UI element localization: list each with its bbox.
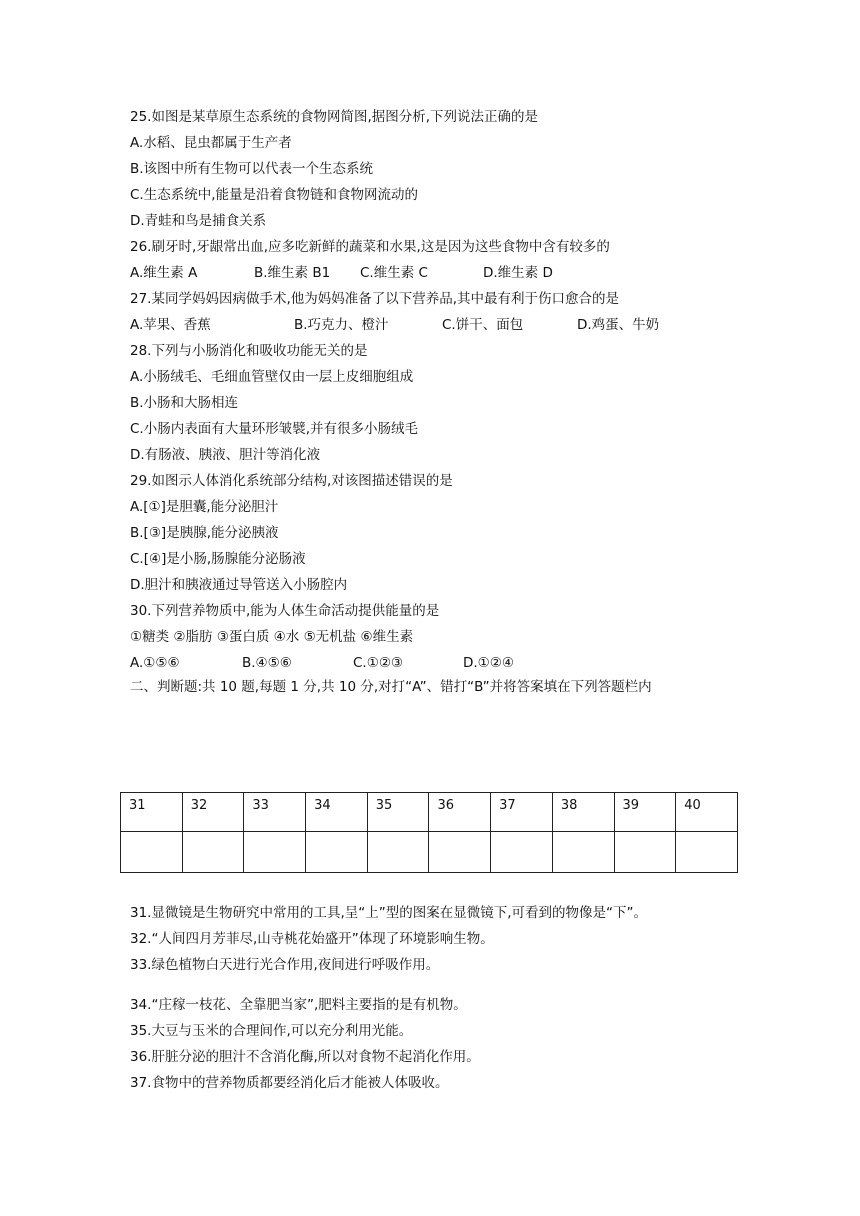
judgement-statements — [130, 900, 770, 978]
statement: 34.“庄稼一枝花、全靠肥当家”,肥料主要指的是有机物。 — [130, 997, 467, 1013]
question-stem: 30.下列营养物质中,能为人体生命活动提供能量的是 — [130, 603, 440, 619]
answer-number-cell: 33 — [244, 793, 306, 832]
option-b: B.巧克力、橙汁 — [294, 317, 389, 333]
question-stem: 25.如图是某草原生态系统的食物网简图,据图分析,下列说法正确的是 — [130, 109, 539, 125]
question-stem: 27.某同学妈妈因病做手术,他为妈妈准备了以下营养品,其中最有利于伤口愈合的是 — [130, 291, 620, 307]
option-line: C.[④]是小肠,肠腺能分泌肠液 — [130, 551, 306, 567]
answer-table-header-row — [121, 793, 738, 832]
multiple-choice-section — [130, 104, 770, 676]
option-a: A.苹果、香蕉 — [130, 317, 211, 333]
answer-number-cell: 37 — [491, 793, 553, 832]
question-stem: 28.下列与小肠消化和吸收功能无关的是 — [130, 343, 368, 359]
answer-blank-cell[interactable] — [552, 832, 614, 873]
option-c: C.①②③ — [353, 655, 404, 671]
option-a: A.维生素 A — [130, 265, 198, 281]
answer-blank-cell[interactable] — [244, 832, 306, 873]
statement: 37.食物中的营养物质都要经消化后才能被人体吸收。 — [130, 1075, 449, 1091]
option-line: B.该图中所有生物可以代表一个生态系统 — [130, 161, 374, 177]
answer-blank-cell[interactable] — [121, 832, 183, 873]
statement: 32.“人间四月芳菲尽,山寺桃花始盛开”体现了环境影响生物。 — [130, 931, 494, 947]
option-c: C.饼干、面包 — [442, 317, 524, 333]
answer-blank-cell[interactable] — [367, 832, 429, 873]
answer-number-cell: 35 — [367, 793, 429, 832]
question-stem: 29.如图示人体消化系统部分结构,对该图描述错误的是 — [130, 473, 453, 489]
section-title: 二、判断题:共 10 题,每题 1 分,共 10 分,对打“A”、错打“B”并将答案填在下列答题栏内 — [130, 679, 652, 695]
option-line: D.胆汁和胰液通过导管送入小肠腔内 — [130, 577, 348, 593]
answer-number-cell: 40 — [676, 793, 738, 832]
option-line: B.[③]是胰腺,能分泌胰液 — [130, 525, 279, 541]
inline-options — [130, 650, 770, 676]
statement: 33.绿色植物白天进行光合作用,夜间进行呼吸作用。 — [130, 957, 440, 973]
option-line: A.[①]是胆囊,能分泌胆汁 — [130, 499, 279, 515]
answer-number-cell: 36 — [429, 793, 491, 832]
answer-blank-cell[interactable] — [614, 832, 676, 873]
answer-number-cell: 32 — [182, 793, 244, 832]
statement: 36.肝脏分泌的胆汁不含消化酶,所以对食物不起消化作用。 — [130, 1049, 480, 1065]
answer-blank-cell[interactable] — [182, 832, 244, 873]
option-d: D.维生素 D — [483, 265, 553, 281]
judgement-statements-cont — [130, 992, 770, 1096]
option-d: D.①②④ — [463, 655, 514, 671]
answer-number-cell: 38 — [552, 793, 614, 832]
option-b: B.维生素 B1 — [254, 265, 331, 281]
answer-blank-cell[interactable] — [676, 832, 738, 873]
option-d: D.鸡蛋、牛奶 — [577, 317, 660, 333]
statement: 35.大豆与玉米的合理间作,可以充分利用光能。 — [130, 1023, 413, 1039]
answer-blank-cell[interactable] — [306, 832, 368, 873]
answer-number-cell: 34 — [306, 793, 368, 832]
nutrient-list: ①糖类 ②脂肪 ③蛋白质 ④水 ⑤无机盐 ⑥维生素 — [130, 629, 414, 645]
option-line: A.小肠绒毛、毛细血管壁仅由一层上皮细胞组成 — [130, 369, 414, 385]
option-c: C.维生素 C — [360, 265, 428, 281]
option-line: A.水稻、昆虫都属于生产者 — [130, 135, 292, 151]
option-line: C.小肠内表面有大量环形皱襞,并有很多小肠绒毛 — [130, 421, 419, 437]
question-stem: 26.刷牙时,牙龈常出血,应多吃新鲜的蔬菜和水果,这是因为这些食物中含有较多的 — [130, 239, 610, 255]
inline-options — [130, 312, 770, 338]
statement: 31.显微镜是生物研究中常用的工具,呈“上”型的图案在显微镜下,可看到的物像是“下”。 — [130, 905, 648, 921]
answer-table-blank-row — [121, 832, 738, 873]
option-line: D.青蛙和鸟是捕食关系 — [130, 213, 267, 229]
option-b: B.④⑤⑥ — [242, 655, 292, 671]
option-line: B.小肠和大肠相连 — [130, 395, 239, 411]
answer-blank-cell[interactable] — [491, 832, 553, 873]
option-line: C.生态系统中,能量是沿着食物链和食物网流动的 — [130, 187, 419, 203]
inline-options — [130, 260, 770, 286]
answer-table — [120, 792, 738, 873]
option-a: A.①⑤⑥ — [130, 655, 180, 671]
option-line: D.有肠液、胰液、胆汁等消化液 — [130, 447, 321, 463]
answer-number-cell: 31 — [121, 793, 183, 832]
answer-number-cell: 39 — [614, 793, 676, 832]
answer-blank-cell[interactable] — [429, 832, 491, 873]
